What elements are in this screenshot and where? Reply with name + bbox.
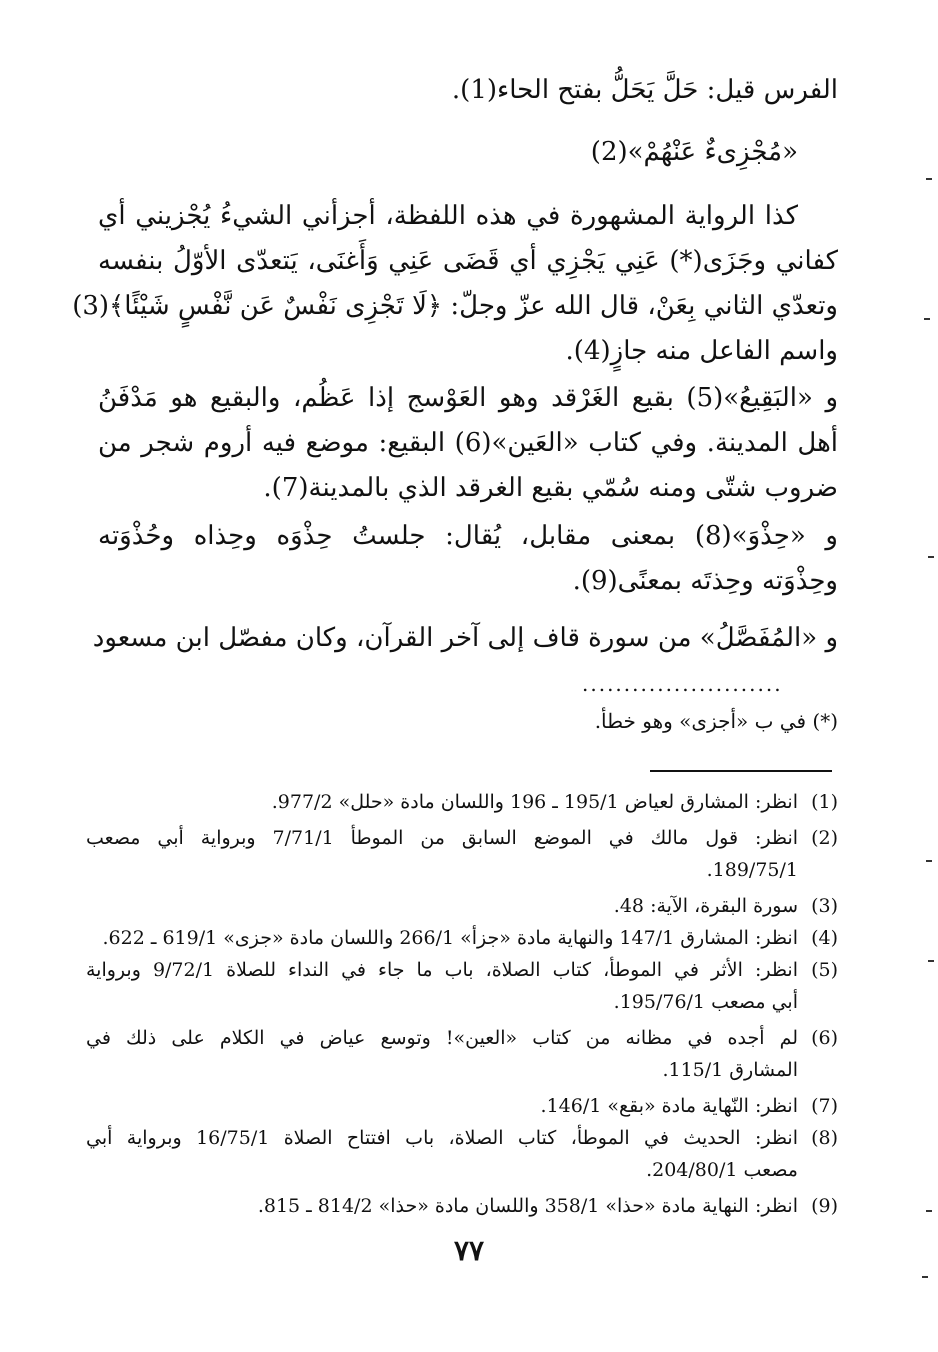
footnote-line: المشارق 115/1.: [662, 1059, 798, 1081]
footnote-line: انظر: المشارق لعياض 195/1 ـ 196 واللسان مادة «حلل» 977/2.: [271, 791, 798, 813]
scan-mark: [928, 960, 934, 962]
footnote: [86, 1122, 838, 1186]
page-number: ٧٧: [453, 1234, 485, 1267]
footnote-line: انظر: قول مالك في الموضع السابق من الموطأ 7/71/1 وبرواية أبي مصعب: [86, 827, 799, 849]
footnote-number: (3): [811, 895, 838, 917]
footnote-text: [86, 954, 798, 1018]
footnote-line: انظر: الحديث في الموطأ، كتاب الصلاة، باب افتتاح الصلاة 16/75/1 وبرواية أبي: [86, 1127, 798, 1149]
star-note: (*) في ب «أجزى» وهو خطأ.: [594, 709, 838, 733]
text-line: الفرس قيل: حَلَّ يَحَلُّ بفتح الحاء(1).: [451, 75, 838, 105]
footnotes-list: [86, 786, 838, 1222]
footnote-line: سورة البقرة، الآية: 48.: [613, 895, 798, 917]
text-line: ضروب شتّى ومنه سُمّي بقيع الغرقد الذي بالمدينة(7).: [263, 473, 838, 503]
footnote-text: [86, 1122, 798, 1186]
footnote-text: [86, 1190, 798, 1222]
footnote-line: أبي مصعب 195/76/1.: [613, 991, 798, 1013]
footnote-line: انظر: النهاية مادة «حذا» 358/1 واللسان مادة «حذا» 814/2 ـ 815.: [257, 1195, 798, 1217]
footnote: [86, 954, 838, 1018]
footnote-number: (6): [811, 1027, 838, 1049]
text-line: و «البَقِيعُ»(5) بقيع الغَرْقد وهو العَوْسج إذا عَظُم، والبقيع هو مَدْفَنُ: [98, 383, 839, 413]
footnote-number: (4): [811, 927, 838, 949]
text-line: «مُجْزِىءٌ عَنْهُمْ»(2): [590, 137, 798, 167]
text-line: و «حِذْوَ»(8) بمعنى مقابل، يُقال: جلستُ حِذْوَه وحِذاه وحُذْوَته: [98, 521, 838, 551]
footnote-line: انظر: الأثر في الموطأ، كتاب الصلاة، باب ما جاء في النداء للصلاة 9/72/1 وبرواية: [86, 959, 798, 981]
footnote-rule: [650, 770, 832, 772]
text-line: وتعدّي الثاني بِعَنْ، قال الله عزّ وجلّ: ﴿لَا تَجْزِى نَفْسٌ عَن نَّفْسٍ شَيْئًا﴾(3): [72, 291, 838, 321]
text-line: كذا الرواية المشهورة في هذه اللفظة، أجزأني الشيءُ يُجْزيني أي: [98, 201, 798, 231]
footnote-text: [86, 1090, 798, 1122]
footnote: [86, 1190, 838, 1222]
footnote-number: (1): [811, 791, 838, 813]
footnote-line: مصعب 204/80/1.: [646, 1159, 798, 1181]
footnote-number: (7): [811, 1095, 838, 1117]
footnote-number: (9): [811, 1195, 838, 1217]
footnote-text: [86, 922, 798, 954]
footnote: [86, 890, 838, 922]
footnote-line: انظر: المشارق 147/1 والنهاية مادة «جزأ» 266/1 واللسان مادة «جزى» 619/1 ـ 622.: [102, 927, 798, 949]
text-line: كفاني وجَزَى(*) عَنِي يَجْزِي أي قَضَى عَنِي وَأَغنَى، يَتعدّى الأوّلُ بنفسه: [98, 246, 838, 276]
footnote: [86, 922, 838, 954]
footnote-line: انظر: النّهاية مادة «بقع» 146/1.: [540, 1095, 798, 1117]
scan-mark: [926, 178, 932, 180]
paragraph-4: [98, 376, 838, 511]
paragraph-3: [72, 194, 838, 374]
footnote-text: [86, 822, 798, 886]
footnote-line: 189/75/1.: [706, 859, 798, 881]
footnote-number: (8): [811, 1127, 838, 1149]
paragraph-2: [98, 130, 838, 175]
scan-mark: [928, 556, 934, 558]
footnote-number: (2): [811, 827, 838, 849]
paragraph-5: [98, 514, 838, 604]
text-line: واسم الفاعل منه جازٍ(4).: [565, 336, 838, 366]
footnote: [86, 1090, 838, 1122]
scan-mark: [924, 318, 930, 320]
footnote-text: [86, 786, 798, 818]
footnote: [86, 1022, 838, 1086]
footnote-number: (5): [811, 959, 838, 981]
text-line: وحِذْوَته وحِذتَه بمعنًى(9).: [572, 566, 838, 596]
footnote-line: لم أجده في مظانه من كتاب «العين»! وتوسع عياض في الكلام على ذلك في: [86, 1027, 798, 1049]
footnote-text: [86, 1022, 798, 1086]
paragraph-6: [92, 616, 838, 661]
footnote: [86, 822, 838, 886]
text-line: أهل المدينة. وفي كتاب «العَين»(6) البقيع: موضع فيه أروم شجر من: [98, 428, 839, 458]
scan-mark: [922, 1276, 928, 1278]
text-line: و «المُفَصَّلُ» من سورة قاف إلى آخر القرآن، وكان مفصّل ابن مسعود: [92, 623, 838, 653]
scan-mark: [926, 1210, 932, 1212]
scan-mark: [926, 860, 932, 862]
footnote: [86, 786, 838, 818]
footnote-text: [86, 890, 798, 922]
paragraph-1: [98, 68, 838, 113]
separator-dots: ........................: [582, 672, 783, 696]
